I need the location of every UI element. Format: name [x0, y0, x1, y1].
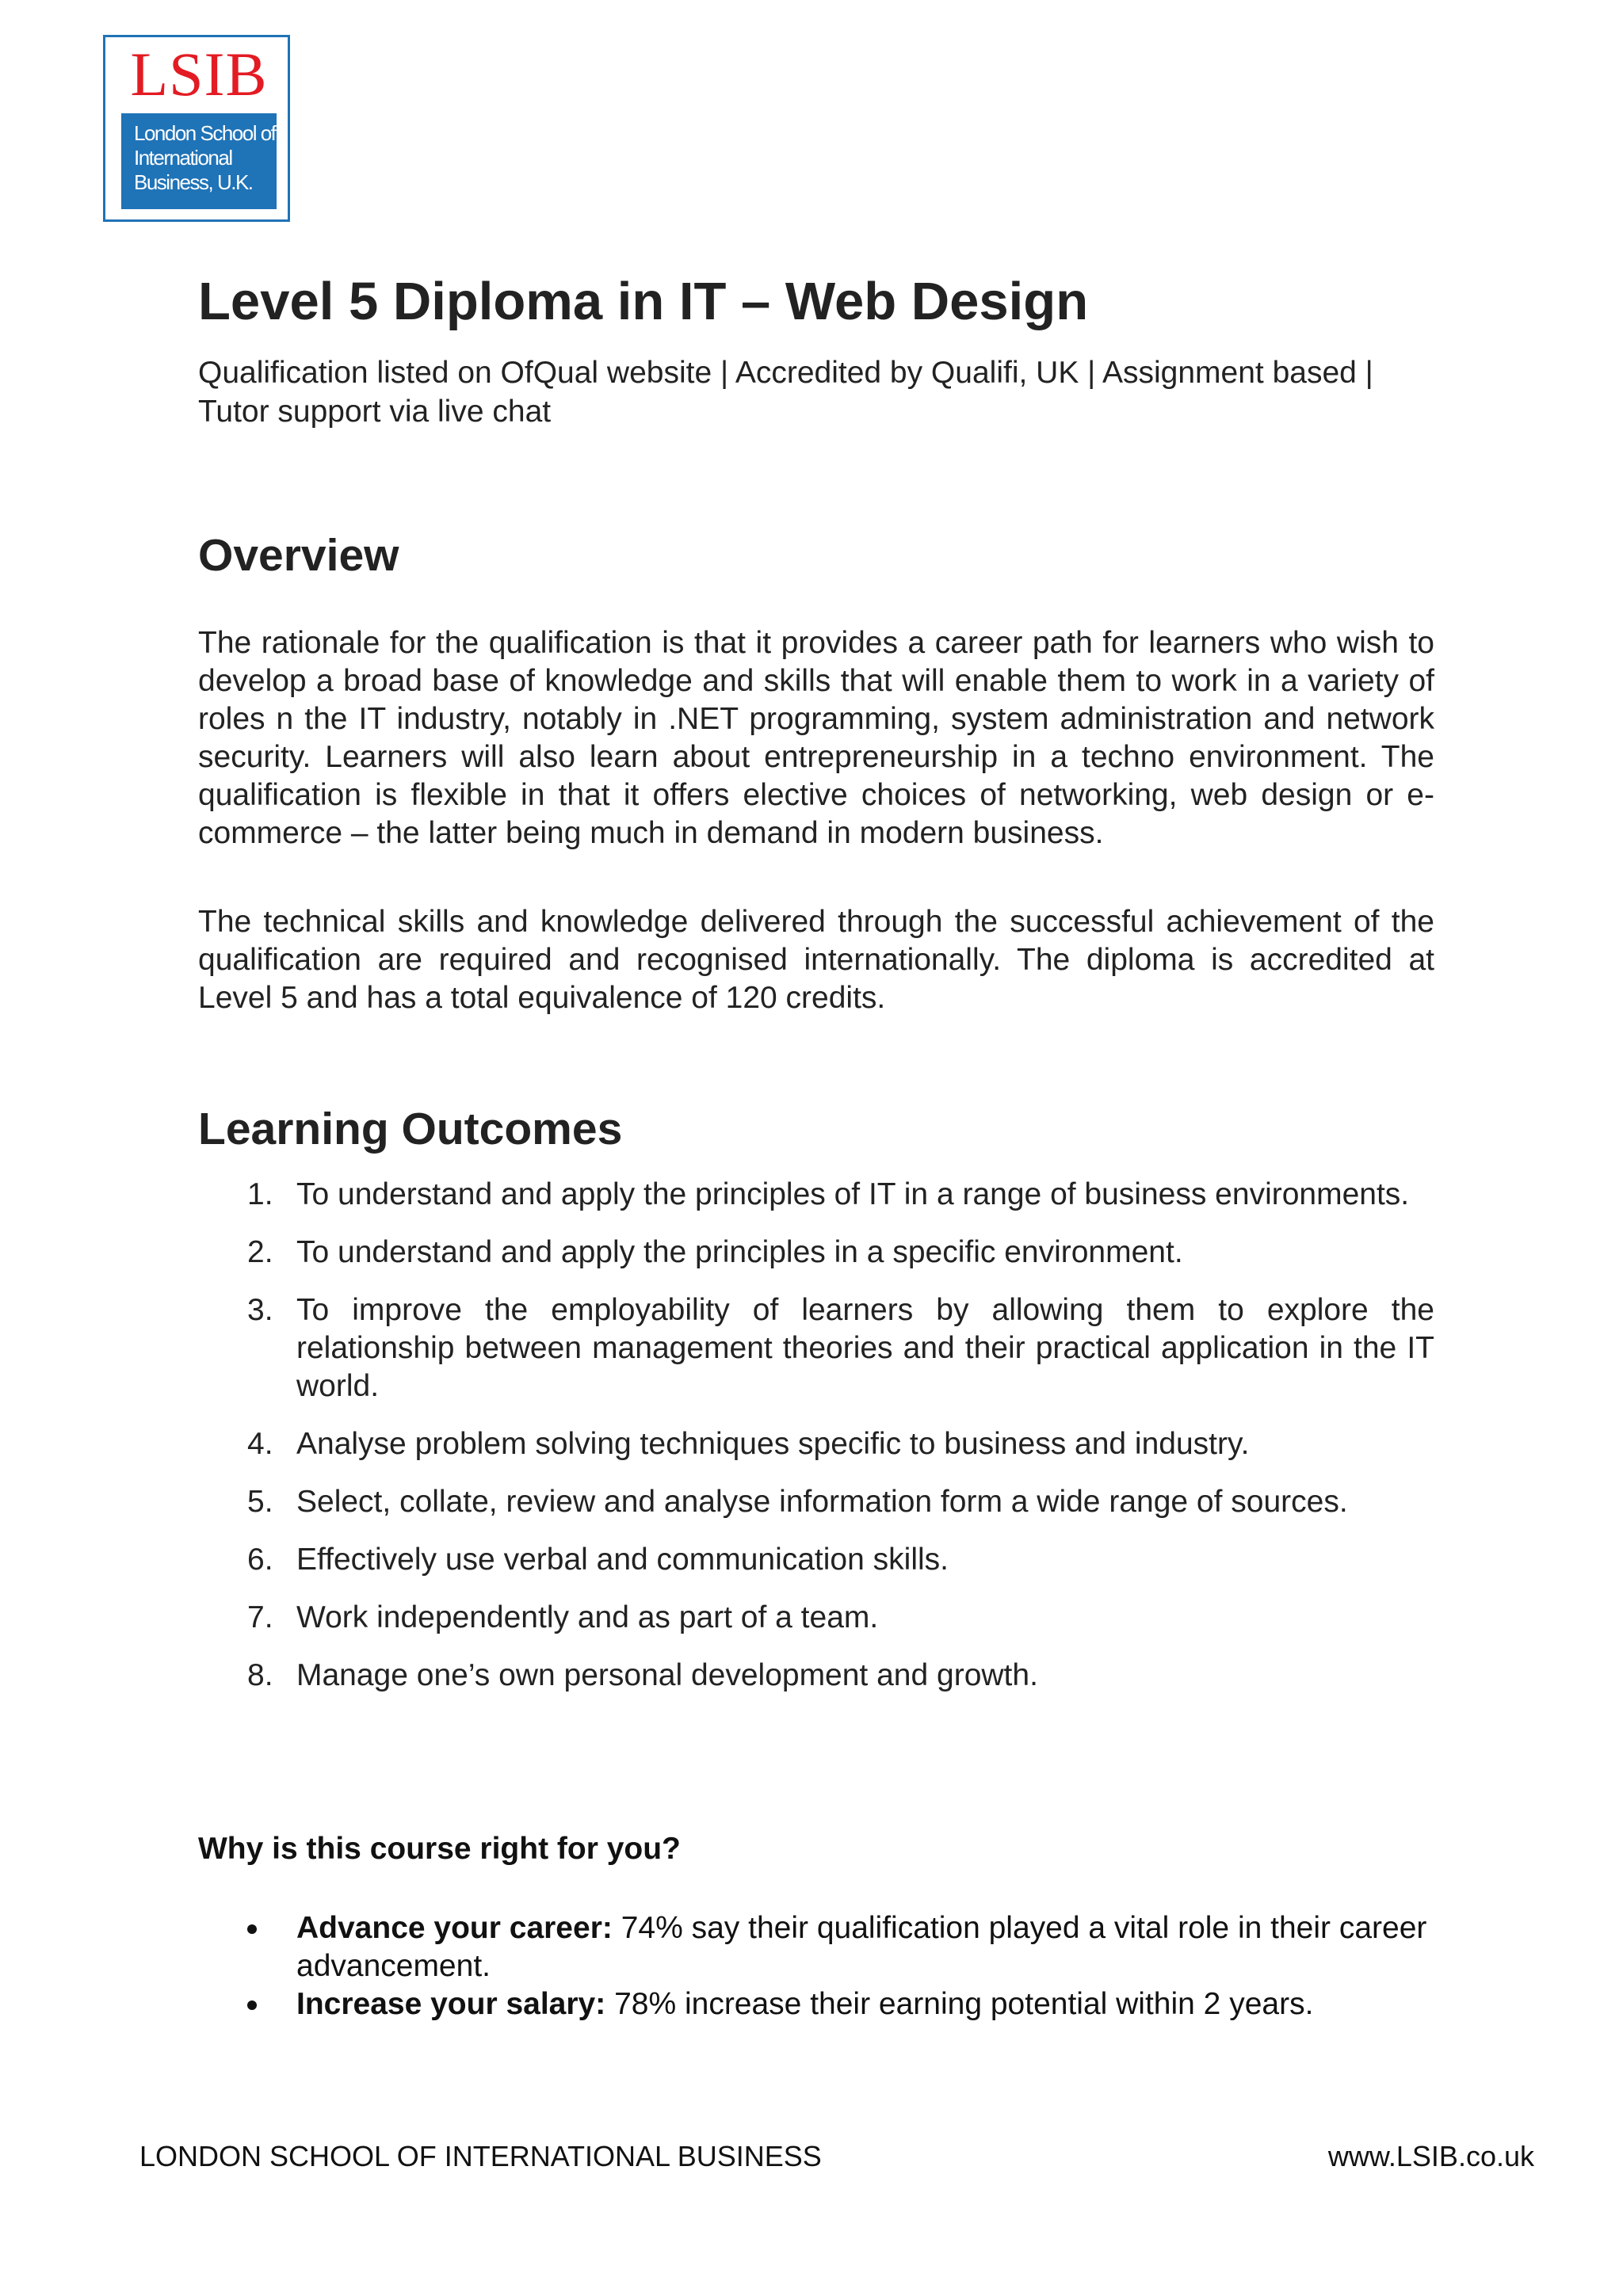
logo-subtitle-box: [121, 113, 277, 209]
list-item-text: Select, collate, review and analyse information form a wide range of sources.: [296, 1485, 1348, 1519]
list-item-text: Work independently and as part of a team.: [296, 1600, 879, 1634]
list-item: [198, 1234, 1434, 1272]
overview-paragraph: The technical skills and knowledge delivered through the successful achievement of the qualification are required and recognised internationally. The diploma is accredited at Level 5 and has a total equivalence of 120 credits.: [198, 905, 1434, 1015]
list-item-text: To improve the employability of learners by allowing them to explore the relationship between management theories and their practical application in the IT world.: [296, 1293, 1434, 1403]
list-item: [198, 1599, 1434, 1637]
list-item: [198, 1541, 1434, 1579]
list-item: [198, 1657, 1434, 1695]
logo-line: Business, U.K.: [134, 170, 253, 194]
bullet-text: 74% say their qualification played a vital role in their career advancement.: [296, 1911, 1427, 1983]
logo-mark: LSIB: [130, 40, 268, 109]
page-subtitle: Qualification listed on OfQual website | Accredited by Qualifi, UK | Assignment based | Tutor support via live chat: [198, 356, 1373, 429]
lsib-logo: [103, 35, 290, 222]
list-item: [198, 1425, 1434, 1463]
footer-website: www.LSIB.co.uk: [1327, 2140, 1534, 2172]
list-item-text: Analyse problem solving techniques specific to business and industry.: [296, 1427, 1250, 1461]
learning-outcomes-list: [198, 1176, 1434, 1714]
overview-paragraph: The rationale for the qualification is that it provides a career path for learners who wish to develop a broad base of knowledge and skills that will enable them to work in a variety of roles n the IT industry, notably in .NET programming, system administration and network security. Learners will also learn about entrepreneurship in a techno environment. The qualification is flexible in that it offers elective choices of networking, web design or e-commerce – the latter being much in demand in modern business.: [198, 626, 1434, 850]
list-number: 4.: [247, 1427, 273, 1461]
benefits-list: [198, 1909, 1434, 2023]
list-item-text: Manage one’s own personal development and growth.: [296, 1658, 1038, 1692]
why-heading: Why is this course right for you?: [198, 1832, 681, 1866]
list-item-text: To understand and apply the principles of IT in a range of business environments.: [296, 1177, 1410, 1211]
list-item-text: Effectively use verbal and communication skills.: [296, 1543, 949, 1577]
bullet-text: 78% increase their earning potential within 2 years.: [605, 1987, 1314, 2021]
list-item: [198, 1176, 1434, 1214]
bullet-label: Increase your salary:: [296, 1987, 606, 2021]
list-item: [198, 1985, 1434, 2023]
bullet-icon: [247, 2000, 257, 2010]
logo-line: London School of: [134, 121, 276, 145]
list-number: 5.: [247, 1485, 273, 1519]
overview-heading: Overview: [198, 530, 399, 581]
bullet-icon: [247, 1924, 257, 1934]
list-number: 2.: [247, 1235, 273, 1269]
list-item: [198, 1483, 1434, 1521]
footer-organization: LONDON SCHOOL OF INTERNATIONAL BUSINESS: [139, 2140, 822, 2172]
list-item: [198, 1291, 1434, 1405]
learning-outcomes-heading: Learning Outcomes: [198, 1104, 623, 1154]
list-number: 6.: [247, 1543, 273, 1577]
list-item-text: To understand and apply the principles in a specific environment.: [296, 1235, 1183, 1269]
bullet-label: Advance your career:: [296, 1911, 613, 1945]
list-number: 1.: [247, 1177, 273, 1211]
list-item: [198, 1909, 1434, 1985]
list-number: 7.: [247, 1600, 273, 1634]
list-number: 3.: [247, 1293, 273, 1327]
logo-line: International: [134, 146, 232, 170]
list-number: 8.: [247, 1658, 273, 1692]
page-title: Level 5 Diploma in IT – Web Design: [198, 272, 1089, 331]
